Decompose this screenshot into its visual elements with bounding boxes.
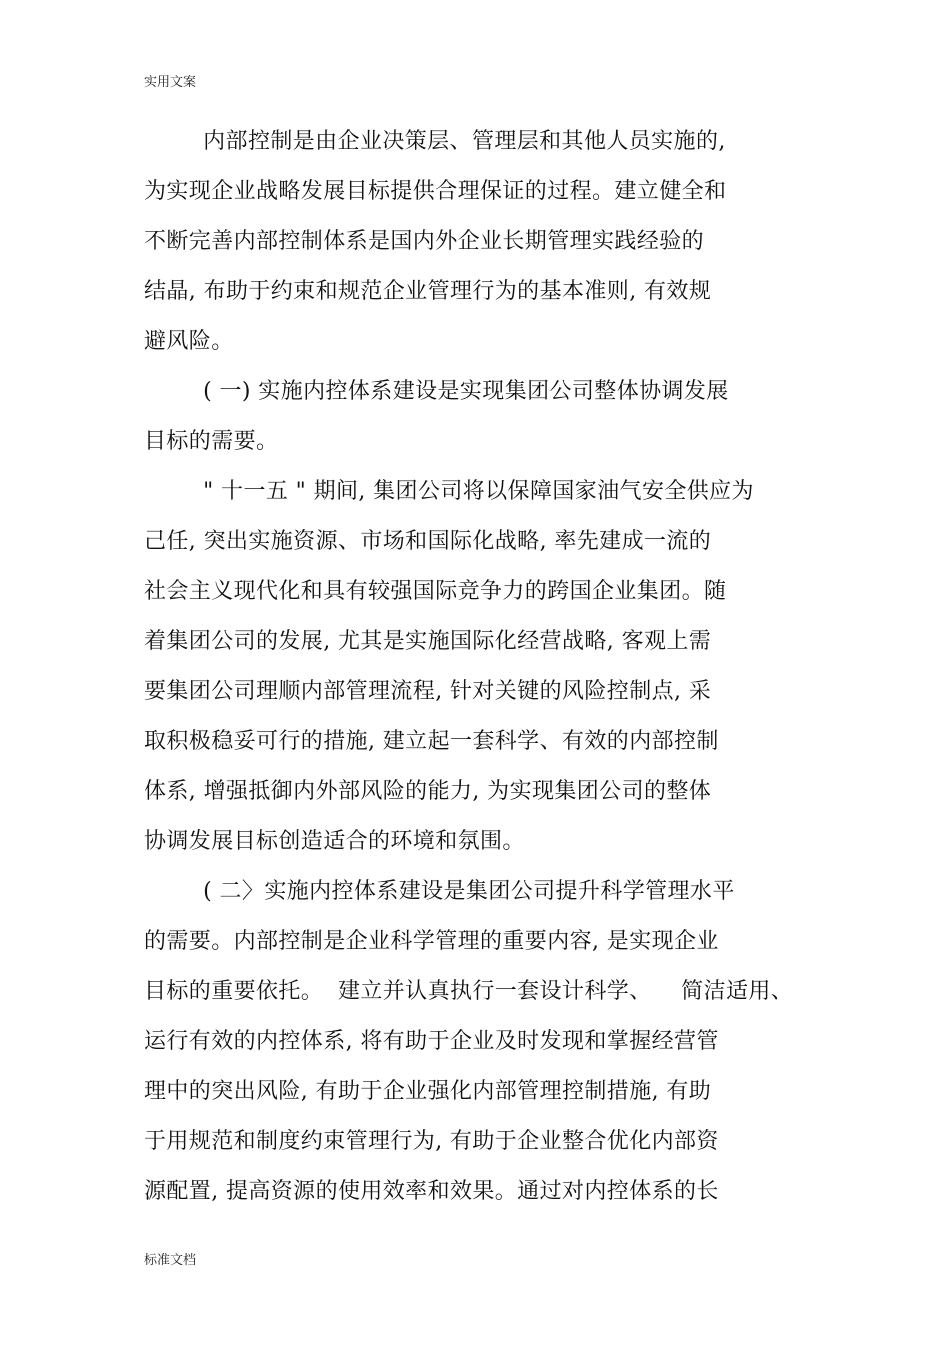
body-line: 体系, 增强抵御内外部风险的能力, 为实现集团公司的整体 bbox=[144, 779, 712, 804]
page-footer: 标准文档 bbox=[144, 1253, 197, 1268]
body-line: ( 二〉实施内控体系建设是集团公司提升科学管理水平 bbox=[144, 879, 735, 904]
body-line: 于用规范和制度约束管理行为, 有助于企业整合优化内部资 bbox=[144, 1129, 719, 1154]
body-line: 理中的突出风险, 有助于企业强化内部管理控制措施, 有助 bbox=[144, 1079, 712, 1104]
body-line: 源配置, 提高资源的使用效率和效果。通过对内控体系的长 bbox=[144, 1179, 719, 1204]
body-line: 运行有效的内控体系, 将有助于企业及时发现和掌握经营管 bbox=[144, 1029, 719, 1054]
body-line: 目标的重要依托。 建立并认真执行一套设计科学、 简洁适用、 bbox=[144, 979, 794, 1004]
body-line: 取积极稳妥可行的措施, 建立起一套科学、有效的内部控制 bbox=[144, 729, 719, 754]
body-line: 的需要。内部控制是企业科学管理的重要内容, 是实现企业 bbox=[144, 929, 719, 954]
body-line: 不断完善内部控制体系是国内外企业长期管理实践经验的 bbox=[144, 229, 705, 254]
body-line: 内部控制是由企业决策层、管理层和其他人员实施的, bbox=[144, 129, 726, 154]
body-line: " 十一五 " 期间, 集团公司将以保障国家油气安全供应为 bbox=[144, 479, 754, 504]
body-line: 目标的需要。 bbox=[144, 429, 279, 454]
body-line: 社会主义现代化和具有较强国际竞争力的跨国企业集团。随 bbox=[144, 579, 727, 604]
body-line: 协调发展目标创造适合的环境和氛围。 bbox=[144, 829, 525, 854]
body-line: 避风险。 bbox=[144, 329, 234, 354]
page-header: 实用文案 bbox=[144, 75, 197, 90]
body-line: 结晶, 布助于约束和规范企业管理行为的基本准则, 有效规 bbox=[144, 279, 712, 304]
body-line: ( 一) 实施内控体系建设是实现集团公司整体协调发展 bbox=[144, 379, 729, 404]
body-line: 己任, 突出实施资源、市场和国际化战略, 率先建成一流的 bbox=[144, 529, 712, 554]
body-line: 要集团公司理顺内部管理流程, 针对关键的风险控制点, 采 bbox=[144, 679, 712, 704]
body-line: 着集团公司的发展, 尤其是实施国际化经营战略, 客观上需 bbox=[144, 629, 712, 654]
body-line: 为实现企业战略发展目标提供合理保证的过程。建立健全和 bbox=[144, 179, 727, 204]
